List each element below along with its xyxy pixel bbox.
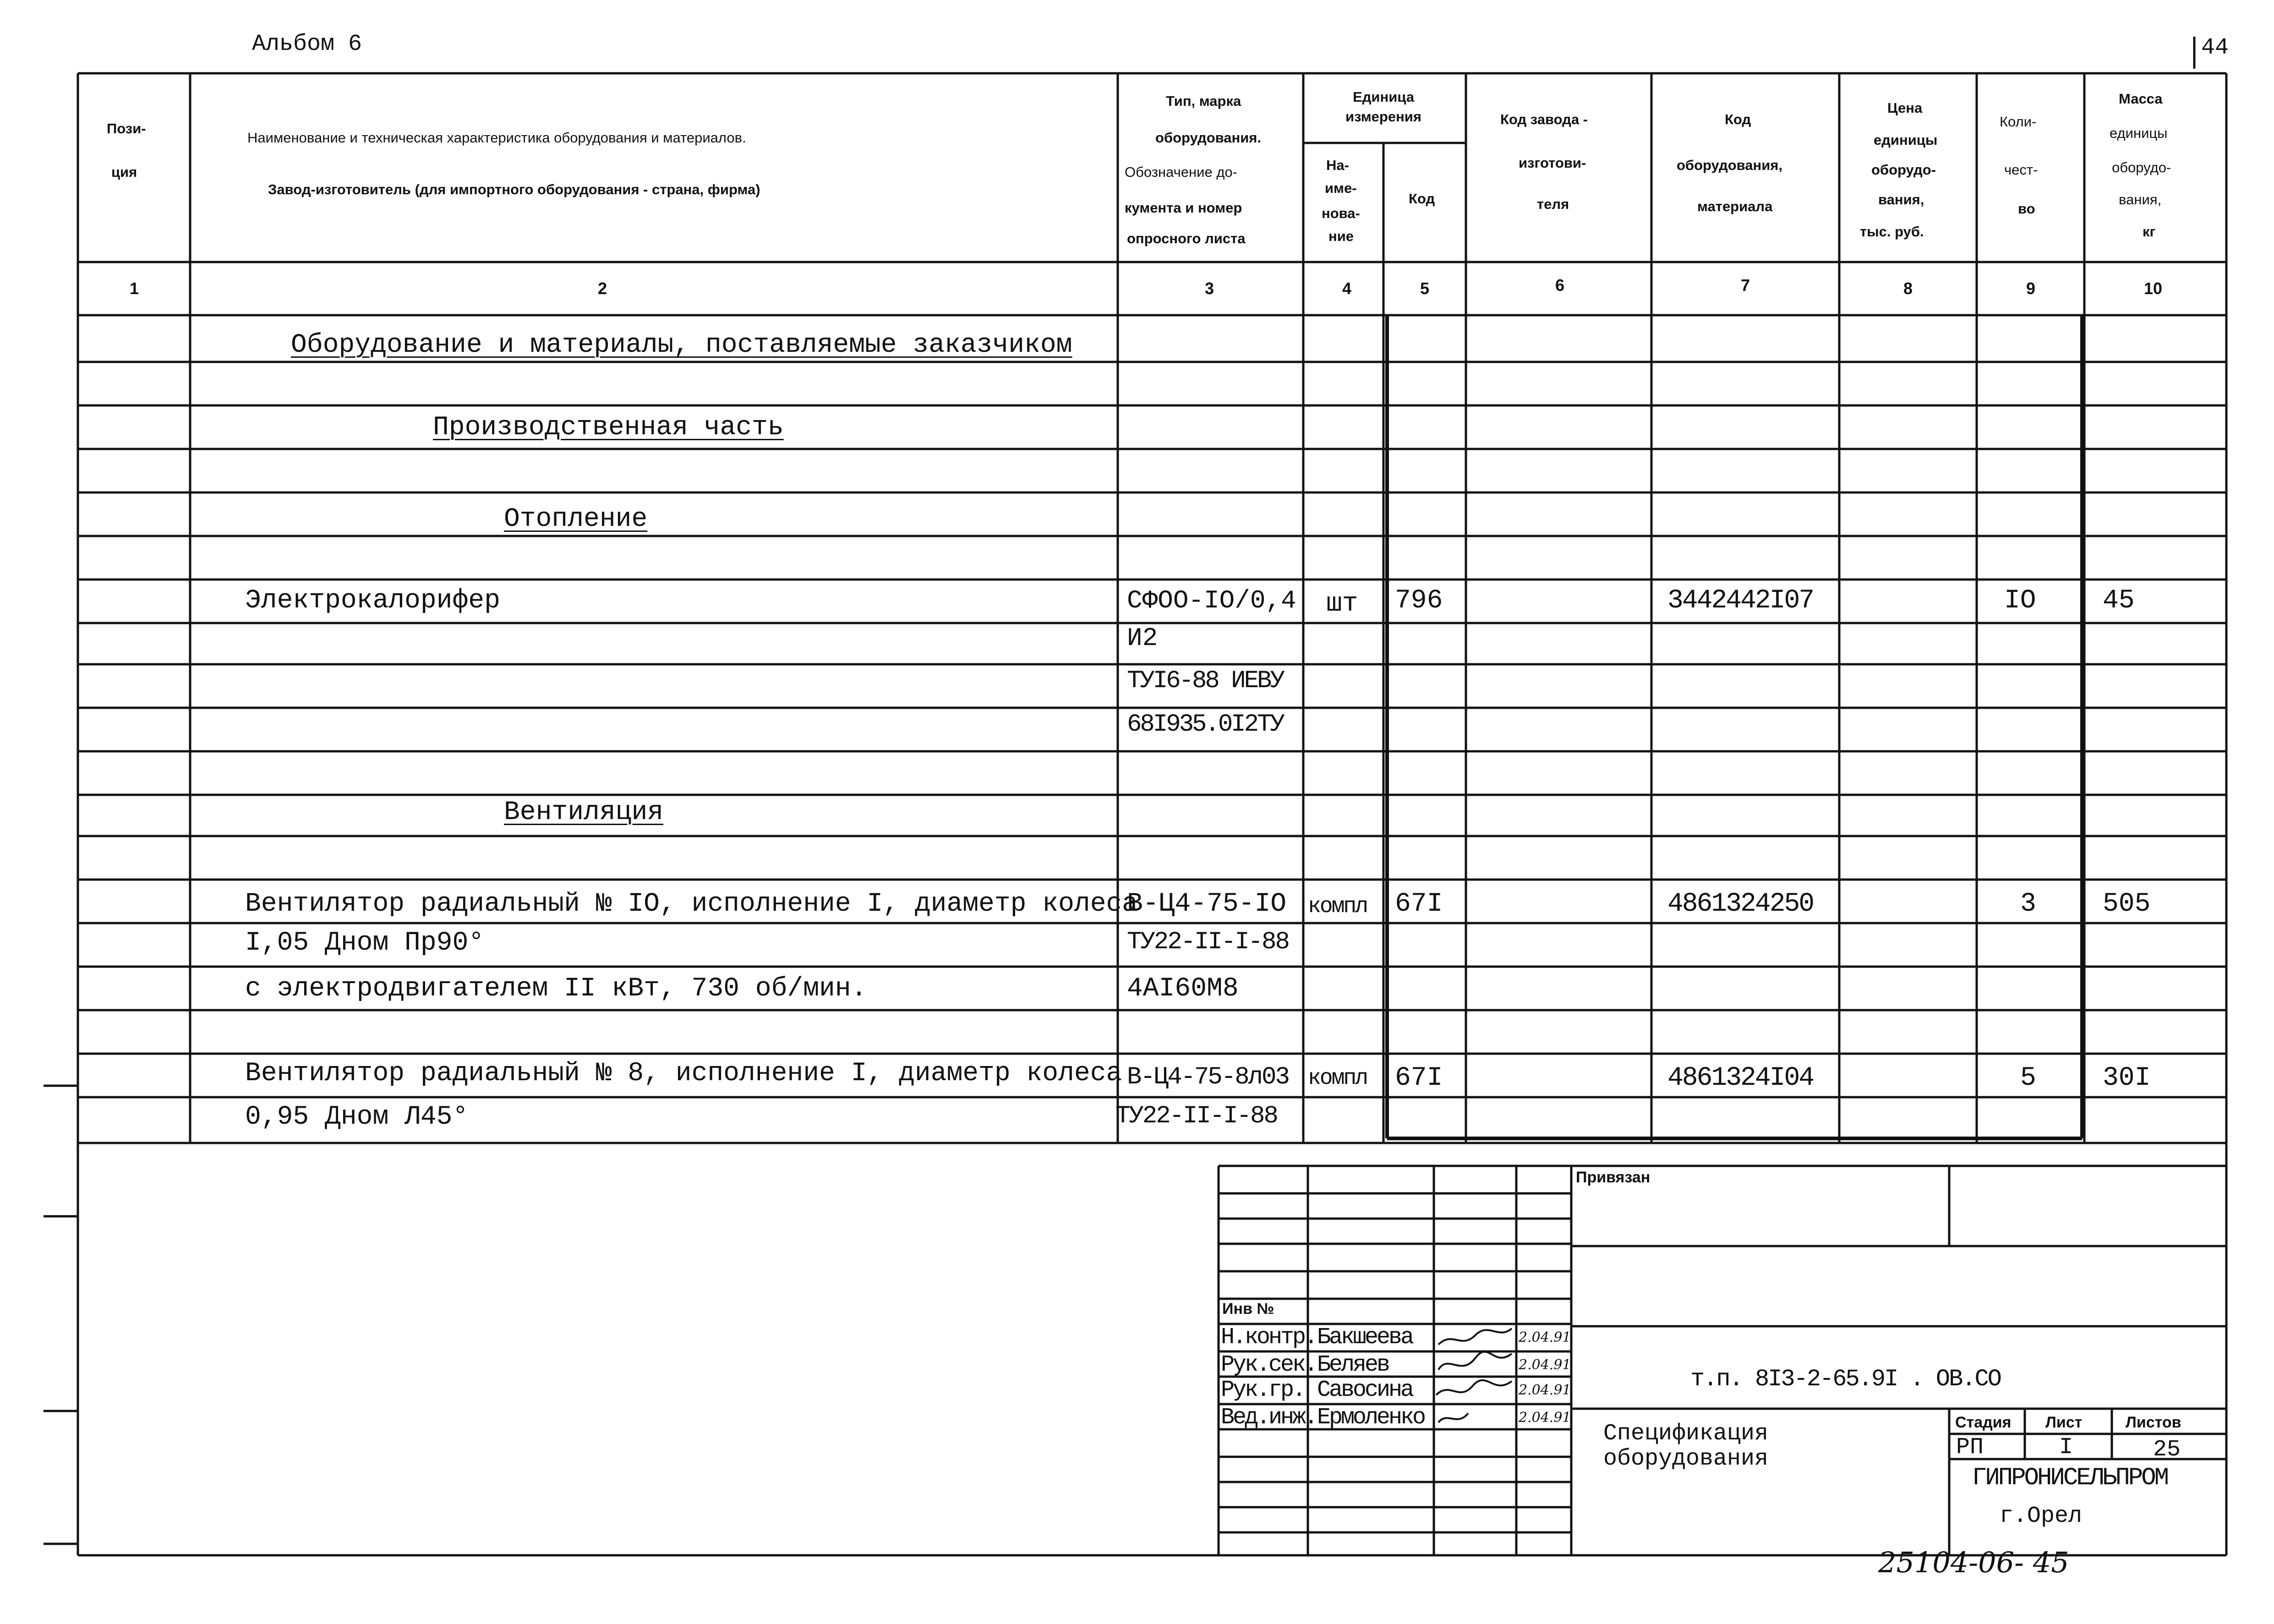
stamp-date-2: 2.04.91 xyxy=(1519,1357,1571,1373)
header-price-3: оборудо- xyxy=(1871,162,1936,178)
header-unit-code: Код xyxy=(1409,191,1435,207)
heater-unit: шт xyxy=(1326,589,1358,619)
col-number-6: 6 xyxy=(1555,276,1565,295)
fan10-unit-code: 67I xyxy=(1395,889,1443,919)
header-unit-name-4: ние xyxy=(1328,228,1354,244)
header-factory-3: теля xyxy=(1537,196,1569,212)
section-production: Производственная часть xyxy=(433,413,784,443)
header-pos-2: ция xyxy=(111,164,137,180)
fan10-name-2: I,05 Дном Пр90° xyxy=(245,928,485,958)
stamp-title-1: Спецификация xyxy=(1603,1421,1769,1447)
header-type-1: Тип, марка xyxy=(1166,93,1241,109)
header-unit-name-2: име- xyxy=(1325,180,1357,196)
header-code-1: Код xyxy=(1725,111,1751,127)
heater-name: Электрокалорифер xyxy=(245,586,500,616)
section-ventilation: Вентиляция xyxy=(504,798,664,827)
header-type-5: опросного листа xyxy=(1127,230,1246,246)
header-price-2: единицы xyxy=(1874,132,1938,148)
header-unit-name-3: нова- xyxy=(1322,205,1360,221)
header-factory-1: Код завода - xyxy=(1500,111,1588,127)
heater-mass: 45 xyxy=(2103,586,2135,616)
header-unit: Единица измерения xyxy=(1345,89,1421,125)
header-qty-2: чест- xyxy=(2004,162,2038,178)
stamp-sheet: I xyxy=(2059,1434,2073,1460)
section-customer: Оборудование и материалы, поставляемые заказчиком xyxy=(291,330,1072,360)
heater-type-1: СФОО-IO/0,4 xyxy=(1127,586,1296,615)
stamp-org: ГИПРОНИСЕЛЬПРОМ xyxy=(1972,1464,2168,1492)
section-heating: Отопление xyxy=(504,504,648,534)
fan8-type-2: ТУ22-II-I-88 xyxy=(1115,1102,1277,1130)
archive-number: 25104-06- 45 xyxy=(1878,1546,2069,1579)
stamp-person-2: Беляев xyxy=(1317,1352,1389,1378)
stamp-inv: Инв № xyxy=(1222,1300,1274,1318)
heater-code: 3442442I07 xyxy=(1667,586,1814,616)
stamp-sheet-label: Лист xyxy=(2045,1414,2083,1431)
col-number-1: 1 xyxy=(130,279,139,298)
col-number-3: 3 xyxy=(1205,279,1214,298)
header-type-3: Обозначение до- xyxy=(1125,164,1237,180)
stamp-date-1: 2.04.91 xyxy=(1519,1329,1571,1345)
stamp-doc-code: т.п. 8I3-2-65.9I . ОВ.СО xyxy=(1690,1366,2001,1393)
stamp-person-1: Бакшеева xyxy=(1317,1324,1413,1351)
col-number-8: 8 xyxy=(1903,279,1913,298)
heater-type-3: ТУI6-88 ИЕВУ xyxy=(1127,667,1283,695)
fan10-type-3: 4АI60М8 xyxy=(1127,974,1239,1004)
header-qty-3: во xyxy=(2018,201,2035,217)
stamp-sheets: 25 xyxy=(2153,1437,2181,1463)
fan8-qty: 5 xyxy=(2020,1063,2036,1093)
fan10-unit: компл xyxy=(1308,894,1367,919)
stamp-role-2: Рук.сек. xyxy=(1221,1352,1317,1378)
stamp-role-1: Н.контр. xyxy=(1221,1324,1317,1351)
stamp-date-3: 2.04.91 xyxy=(1519,1382,1571,1398)
stamp-city: г.Орел xyxy=(2000,1503,2083,1529)
stamp-attached: Привязан xyxy=(1576,1169,1651,1186)
col-number-5: 5 xyxy=(1420,279,1430,298)
col-number-4: 4 xyxy=(1342,279,1352,298)
stamp-stage: РП xyxy=(1956,1434,1984,1460)
fan10-name-3: с электродвигателем II кВт, 730 об/мин. xyxy=(245,974,867,1004)
stamp-role-3: Рук.гр. xyxy=(1221,1377,1305,1403)
header-price-5: тыс. руб. xyxy=(1860,224,1924,240)
col-number-9: 9 xyxy=(2026,279,2036,298)
stamp-title-2: оборудования xyxy=(1603,1446,1769,1472)
signatures xyxy=(1434,1326,1516,1436)
fan10-type-1: В-Ц4-75-IO xyxy=(1127,889,1287,919)
header-mass-1: Масса xyxy=(2119,91,2163,107)
stamp-role-4: Вед.инж. xyxy=(1221,1405,1317,1431)
header-mass-3: оборудо- xyxy=(2112,159,2171,175)
stamp-stage-label: Стадия xyxy=(1955,1414,2012,1431)
fan8-unit-code: 67I xyxy=(1395,1063,1443,1093)
col-number-10: 10 xyxy=(2144,279,2163,298)
header-name-1: Наименование и техническая характеристика оборудования и материалов. xyxy=(247,130,746,146)
stamp-person-3: Савосина xyxy=(1317,1377,1413,1403)
header-code-3: материала xyxy=(1697,198,1773,214)
header-factory-2: изготови- xyxy=(1519,155,1586,171)
header-mass-2: единицы xyxy=(2110,125,2168,141)
fan10-code: 4861324250 xyxy=(1667,889,1814,919)
header-price-4: вания, xyxy=(1878,191,1924,208)
stamp-sheets-label: Листов xyxy=(2126,1414,2181,1431)
header-qty-1: Коли- xyxy=(2000,114,2037,130)
fan8-name-2: 0,95 Дном Л45° xyxy=(245,1102,469,1132)
header-name-2: Завод-изготовитель (для импортного оборудования - страна, фирма) xyxy=(268,181,760,197)
fan8-name-1: Вентилятор радиальный № 8, исполнение I, диаметр колеса xyxy=(245,1059,1122,1088)
header-code-2: оборудования, xyxy=(1677,157,1783,173)
fan10-name-1: Вентилятор радиальный № IO, исполнение I, диаметр колеса xyxy=(245,889,1138,919)
header-mass-5: кг xyxy=(2143,224,2156,240)
fan10-qty: 3 xyxy=(2020,889,2036,919)
header-unit-name-1: На- xyxy=(1326,157,1349,173)
page-number: 44 xyxy=(2201,35,2229,61)
heater-qty: IO xyxy=(2004,586,2036,616)
fan8-code: 4861324I04 xyxy=(1667,1063,1814,1093)
heater-unit-code: 796 xyxy=(1395,586,1443,616)
header-type-2: оборудования. xyxy=(1155,130,1262,146)
stamp-person-4: Ермоленко xyxy=(1317,1405,1425,1431)
header-type-4: кумента и номер xyxy=(1125,200,1242,216)
header-price-1: Цена xyxy=(1887,100,1923,116)
fan10-type-2: ТУ22-II-I-88 xyxy=(1127,928,1289,956)
heater-type-4: 68I935.0I2ТУ xyxy=(1127,711,1283,738)
fan8-mass: 30I xyxy=(2103,1063,2151,1093)
header-pos-1: Пози- xyxy=(107,120,146,137)
stamp-date-4: 2.04.91 xyxy=(1519,1410,1571,1426)
fan10-mass: 505 xyxy=(2103,889,2151,919)
header-mass-4: вания, xyxy=(2119,191,2162,208)
fan8-type-1: В-Ц4-75-8л03 xyxy=(1127,1063,1289,1091)
fan8-unit: компл xyxy=(1308,1066,1367,1091)
col-number-2: 2 xyxy=(598,279,607,298)
album-label: Альбом 6 xyxy=(252,31,362,57)
col-number-7: 7 xyxy=(1741,276,1750,295)
heater-type-2: И2 xyxy=(1127,623,1158,653)
